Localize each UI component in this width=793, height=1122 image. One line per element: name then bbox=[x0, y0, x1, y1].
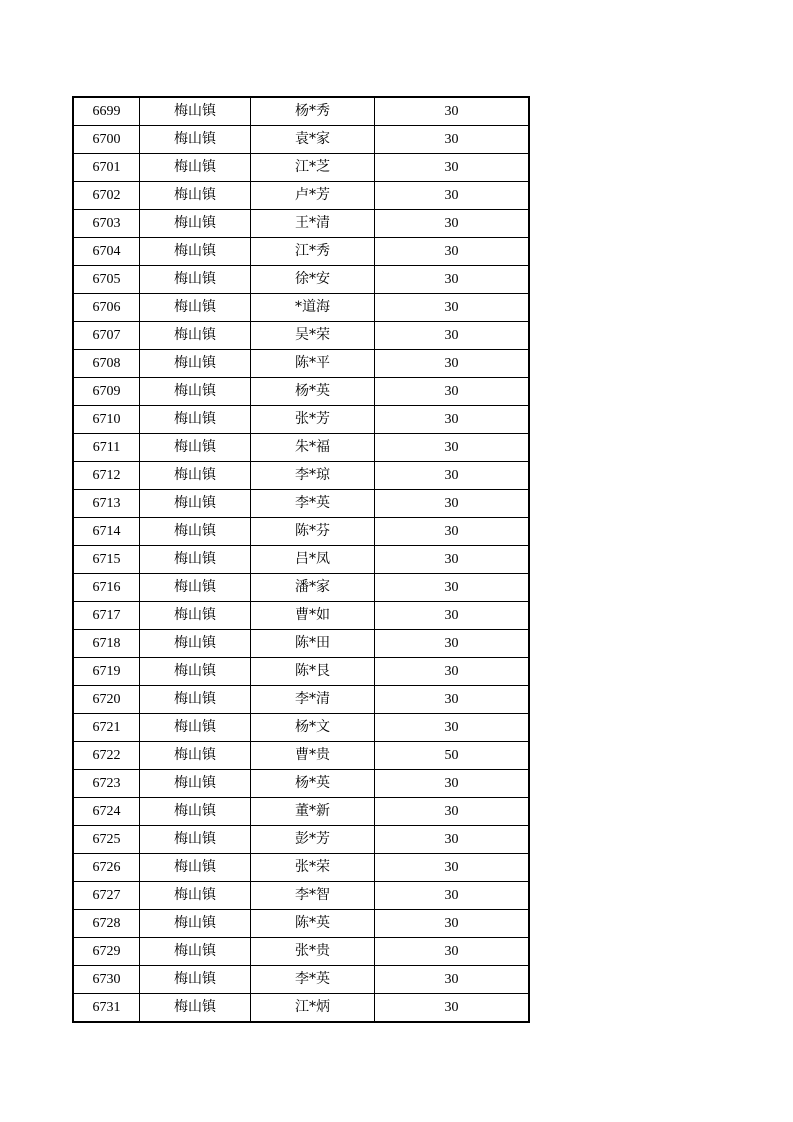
amount-cell: 30 bbox=[375, 238, 530, 266]
town-cell: 梅山镇 bbox=[140, 182, 251, 210]
town-cell: 梅山镇 bbox=[140, 770, 251, 798]
row-number-cell: 6715 bbox=[73, 546, 140, 574]
amount-cell: 30 bbox=[375, 378, 530, 406]
person-name-cell: *道海 bbox=[251, 294, 375, 322]
table-row bbox=[73, 294, 529, 322]
amount-cell: 30 bbox=[375, 966, 530, 994]
amount-cell: 30 bbox=[375, 462, 530, 490]
amount-cell: 30 bbox=[375, 938, 530, 966]
row-number-cell: 6730 bbox=[73, 966, 140, 994]
person-name-cell: 李*琼 bbox=[251, 462, 375, 490]
table-row bbox=[73, 490, 529, 518]
table-row bbox=[73, 154, 529, 182]
amount-cell: 30 bbox=[375, 546, 530, 574]
amount-cell: 30 bbox=[375, 574, 530, 602]
table-row bbox=[73, 406, 529, 434]
row-number-cell: 6709 bbox=[73, 378, 140, 406]
town-cell: 梅山镇 bbox=[140, 406, 251, 434]
table-row bbox=[73, 714, 529, 742]
table-row bbox=[73, 266, 529, 294]
row-number-cell: 6731 bbox=[73, 994, 140, 1023]
town-cell: 梅山镇 bbox=[140, 966, 251, 994]
person-name-cell: 李*英 bbox=[251, 490, 375, 518]
table-row bbox=[73, 826, 529, 854]
table-row bbox=[73, 574, 529, 602]
row-number-cell: 6716 bbox=[73, 574, 140, 602]
town-cell: 梅山镇 bbox=[140, 574, 251, 602]
person-name-cell: 陈*英 bbox=[251, 910, 375, 938]
person-name-cell: 王*清 bbox=[251, 210, 375, 238]
table-row bbox=[73, 546, 529, 574]
town-cell: 梅山镇 bbox=[140, 938, 251, 966]
town-cell: 梅山镇 bbox=[140, 154, 251, 182]
town-cell: 梅山镇 bbox=[140, 518, 251, 546]
amount-cell: 30 bbox=[375, 798, 530, 826]
table-row bbox=[73, 210, 529, 238]
amount-cell: 30 bbox=[375, 770, 530, 798]
amount-cell: 30 bbox=[375, 882, 530, 910]
table-row bbox=[73, 994, 529, 1023]
amount-cell: 30 bbox=[375, 322, 530, 350]
person-name-cell: 陈*艮 bbox=[251, 658, 375, 686]
person-name-cell: 杨*秀 bbox=[251, 97, 375, 126]
table-row bbox=[73, 882, 529, 910]
person-name-cell: 李*清 bbox=[251, 686, 375, 714]
table-row bbox=[73, 350, 529, 378]
table-row bbox=[73, 126, 529, 154]
town-cell: 梅山镇 bbox=[140, 658, 251, 686]
town-cell: 梅山镇 bbox=[140, 742, 251, 770]
table-row bbox=[73, 770, 529, 798]
row-number-cell: 6712 bbox=[73, 462, 140, 490]
table-row bbox=[73, 97, 529, 126]
town-cell: 梅山镇 bbox=[140, 238, 251, 266]
person-name-cell: 杨*英 bbox=[251, 378, 375, 406]
table-row bbox=[73, 378, 529, 406]
row-number-cell: 6726 bbox=[73, 854, 140, 882]
amount-cell: 30 bbox=[375, 826, 530, 854]
person-name-cell: 张*芳 bbox=[251, 406, 375, 434]
amount-cell: 30 bbox=[375, 490, 530, 518]
row-number-cell: 6724 bbox=[73, 798, 140, 826]
person-name-cell: 朱*福 bbox=[251, 434, 375, 462]
person-name-cell: 杨*英 bbox=[251, 770, 375, 798]
town-cell: 梅山镇 bbox=[140, 994, 251, 1023]
row-number-cell: 6729 bbox=[73, 938, 140, 966]
table-row bbox=[73, 938, 529, 966]
amount-cell: 30 bbox=[375, 686, 530, 714]
town-cell: 梅山镇 bbox=[140, 630, 251, 658]
person-name-cell: 徐*安 bbox=[251, 266, 375, 294]
person-name-cell: 吴*荣 bbox=[251, 322, 375, 350]
person-name-cell: 江*秀 bbox=[251, 238, 375, 266]
person-name-cell: 彭*芳 bbox=[251, 826, 375, 854]
amount-cell: 30 bbox=[375, 126, 530, 154]
person-name-cell: 陈*田 bbox=[251, 630, 375, 658]
amount-cell: 30 bbox=[375, 210, 530, 238]
person-name-cell: 张*贵 bbox=[251, 938, 375, 966]
person-name-cell: 吕*凤 bbox=[251, 546, 375, 574]
person-name-cell: 曹*贵 bbox=[251, 742, 375, 770]
town-cell: 梅山镇 bbox=[140, 350, 251, 378]
records-table-body bbox=[73, 97, 529, 1022]
row-number-cell: 6702 bbox=[73, 182, 140, 210]
town-cell: 梅山镇 bbox=[140, 126, 251, 154]
row-number-cell: 6723 bbox=[73, 770, 140, 798]
table-row bbox=[73, 658, 529, 686]
amount-cell: 30 bbox=[375, 910, 530, 938]
person-name-cell: 张*荣 bbox=[251, 854, 375, 882]
town-cell: 梅山镇 bbox=[140, 686, 251, 714]
amount-cell: 30 bbox=[375, 294, 530, 322]
row-number-cell: 6703 bbox=[73, 210, 140, 238]
row-number-cell: 6706 bbox=[73, 294, 140, 322]
person-name-cell: 袁*家 bbox=[251, 126, 375, 154]
person-name-cell: 江*炳 bbox=[251, 994, 375, 1023]
town-cell: 梅山镇 bbox=[140, 882, 251, 910]
town-cell: 梅山镇 bbox=[140, 210, 251, 238]
person-name-cell: 陈*平 bbox=[251, 350, 375, 378]
row-number-cell: 6725 bbox=[73, 826, 140, 854]
amount-cell: 30 bbox=[375, 602, 530, 630]
row-number-cell: 6714 bbox=[73, 518, 140, 546]
amount-cell: 30 bbox=[375, 154, 530, 182]
town-cell: 梅山镇 bbox=[140, 826, 251, 854]
amount-cell: 50 bbox=[375, 742, 530, 770]
town-cell: 梅山镇 bbox=[140, 910, 251, 938]
row-number-cell: 6721 bbox=[73, 714, 140, 742]
town-cell: 梅山镇 bbox=[140, 798, 251, 826]
table-row bbox=[73, 238, 529, 266]
row-number-cell: 6710 bbox=[73, 406, 140, 434]
table-row bbox=[73, 182, 529, 210]
town-cell: 梅山镇 bbox=[140, 490, 251, 518]
person-name-cell: 潘*家 bbox=[251, 574, 375, 602]
amount-cell: 30 bbox=[375, 658, 530, 686]
town-cell: 梅山镇 bbox=[140, 97, 251, 126]
amount-cell: 30 bbox=[375, 630, 530, 658]
table-row bbox=[73, 742, 529, 770]
town-cell: 梅山镇 bbox=[140, 322, 251, 350]
row-number-cell: 6727 bbox=[73, 882, 140, 910]
table-row bbox=[73, 462, 529, 490]
amount-cell: 30 bbox=[375, 518, 530, 546]
town-cell: 梅山镇 bbox=[140, 714, 251, 742]
amount-cell: 30 bbox=[375, 434, 530, 462]
town-cell: 梅山镇 bbox=[140, 266, 251, 294]
table-row bbox=[73, 602, 529, 630]
row-number-cell: 6708 bbox=[73, 350, 140, 378]
amount-cell: 30 bbox=[375, 97, 530, 126]
amount-cell: 30 bbox=[375, 406, 530, 434]
table-row bbox=[73, 910, 529, 938]
row-number-cell: 6699 bbox=[73, 97, 140, 126]
amount-cell: 30 bbox=[375, 350, 530, 378]
amount-cell: 30 bbox=[375, 714, 530, 742]
row-number-cell: 6713 bbox=[73, 490, 140, 518]
person-name-cell: 卢*芳 bbox=[251, 182, 375, 210]
table-row bbox=[73, 686, 529, 714]
row-number-cell: 6707 bbox=[73, 322, 140, 350]
amount-cell: 30 bbox=[375, 182, 530, 210]
row-number-cell: 6722 bbox=[73, 742, 140, 770]
records-table bbox=[72, 96, 530, 1023]
row-number-cell: 6700 bbox=[73, 126, 140, 154]
row-number-cell: 6705 bbox=[73, 266, 140, 294]
town-cell: 梅山镇 bbox=[140, 854, 251, 882]
row-number-cell: 6717 bbox=[73, 602, 140, 630]
town-cell: 梅山镇 bbox=[140, 434, 251, 462]
town-cell: 梅山镇 bbox=[140, 294, 251, 322]
person-name-cell: 杨*文 bbox=[251, 714, 375, 742]
row-number-cell: 6728 bbox=[73, 910, 140, 938]
amount-cell: 30 bbox=[375, 266, 530, 294]
person-name-cell: 江*芝 bbox=[251, 154, 375, 182]
row-number-cell: 6711 bbox=[73, 434, 140, 462]
row-number-cell: 6720 bbox=[73, 686, 140, 714]
town-cell: 梅山镇 bbox=[140, 462, 251, 490]
person-name-cell: 董*新 bbox=[251, 798, 375, 826]
town-cell: 梅山镇 bbox=[140, 378, 251, 406]
row-number-cell: 6719 bbox=[73, 658, 140, 686]
table-row bbox=[73, 854, 529, 882]
person-name-cell: 陈*芬 bbox=[251, 518, 375, 546]
person-name-cell: 李*智 bbox=[251, 882, 375, 910]
town-cell: 梅山镇 bbox=[140, 602, 251, 630]
row-number-cell: 6718 bbox=[73, 630, 140, 658]
table-row bbox=[73, 322, 529, 350]
town-cell: 梅山镇 bbox=[140, 546, 251, 574]
table-row bbox=[73, 630, 529, 658]
table-row bbox=[73, 434, 529, 462]
table-row bbox=[73, 966, 529, 994]
table-row bbox=[73, 798, 529, 826]
table-row bbox=[73, 518, 529, 546]
row-number-cell: 6704 bbox=[73, 238, 140, 266]
amount-cell: 30 bbox=[375, 994, 530, 1023]
row-number-cell: 6701 bbox=[73, 154, 140, 182]
person-name-cell: 曹*如 bbox=[251, 602, 375, 630]
amount-cell: 30 bbox=[375, 854, 530, 882]
person-name-cell: 李*英 bbox=[251, 966, 375, 994]
